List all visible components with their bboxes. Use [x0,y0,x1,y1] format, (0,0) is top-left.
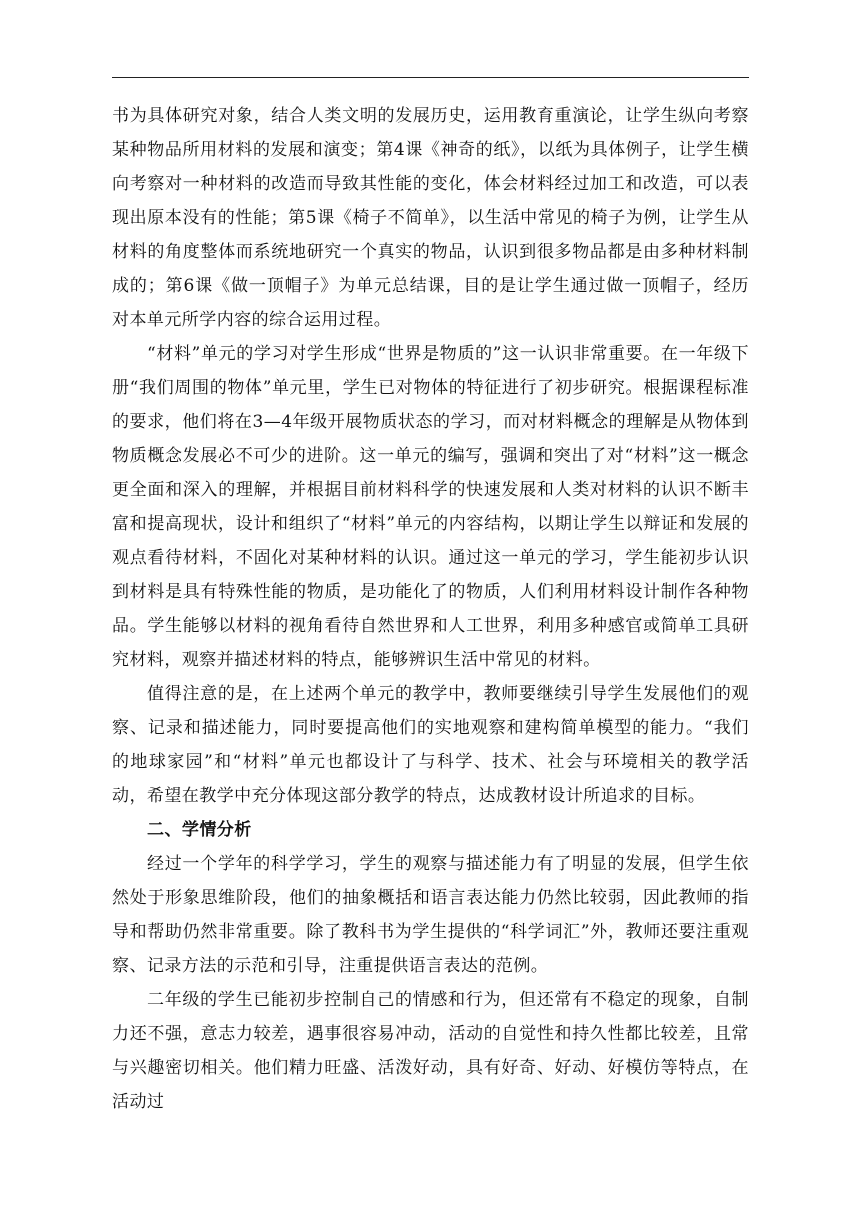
header-rule [112,77,749,78]
document-body [112,99,749,1119]
paragraph-materials-unit: “材料”单元的学习对学生形成“世界是物质的”这一认识非常重要。在一年级下册“我们周围的物体”单元里，学生已对物体的特征进行了初步研究。根据课程标准的要求，他们将在3—4年级开展物质状态的学习，而对材料概念的理解是从物体到物质概念发展必不可少的进阶。这一单元的编写，强调和突出了对“材料”这一概念更全面和深入的理解，并根据目前材料科学的快速发展和人类对材料的认识不断丰富和提高现状，设计和组织了“材料”单元的内容结构，以期让学生以辩证和发展的观点看待材料，不固化对某种材料的认识。通过这一单元的学习，学生能初步认识到材料是具有特殊性能的物质，是功能化了的物质，人们利用材料设计制作各种物品。学生能够以材料的视角看待自然世界和人工世界，利用多种感官或简单工具研究材料，观察并描述材料的特点，能够辨识生活中常见的材料。 [112,344,749,670]
paragraph-student-behavior: 二年级的学生已能初步控制自己的情感和行为，但还常有不稳定的现象，自制力还不强，意志力较差，遇事很容易冲动，活动的自觉性和持久性都比较差，且常与兴趣密切相关。他们精力旺盛、活泼好动，具有好奇、好动、好模仿等特点，在活动过 [112,990,749,1112]
paragraph-student-ability: 经过一个学年的科学学习，学生的观察与描述能力有了明显的发展，但学生依然处于形象思维阶段，他们的抽象概括和语言表达能力仍然比较弱，因此教师的指导和帮助仍然非常重要。除了教科书为学生提供的“科学词汇”外，教师还要注重观察、记录方法的示范和引导，注重提供语言表达的范例。 [112,854,749,976]
paragraph-continuation: 书为具体研究对象，结合人类文明的发展历史，运用教育重演论，让学生纵向考察某种物品所用材料的发展和演变；第4课《神奇的纸》，以纸为具体例子，让学生横向考察对一种材料的改造而导致其性能的变化，体会材料经过加工和改造，可以表现出原本没有的性能；第5课《椅子不简单》，以生活中常见的椅子为例，让学生从材料的角度整体而系统地研究一个真实的物品，认识到很多物品都是由多种材料制成的；第6课《做一顶帽子》为单元总结课，目的是让学生通过做一顶帽子，经历对本单元所学内容的综合运用过程。 [112,106,749,330]
paragraph-teaching-notes: 值得注意的是，在上述两个单元的教学中，教师要继续引导学生发展他们的观察、记录和描述能力，同时要提高他们的实地观察和建构简单模型的能力。“我们的地球家园”和“材料”单元也都设计了与科学、技术、社会与环境相关的教学活动，希望在教学中充分体现这部分教学的特点，达成教材设计所追求的目标。 [112,684,749,806]
section-heading-student-analysis: 二、学情分析 [147,820,252,840]
